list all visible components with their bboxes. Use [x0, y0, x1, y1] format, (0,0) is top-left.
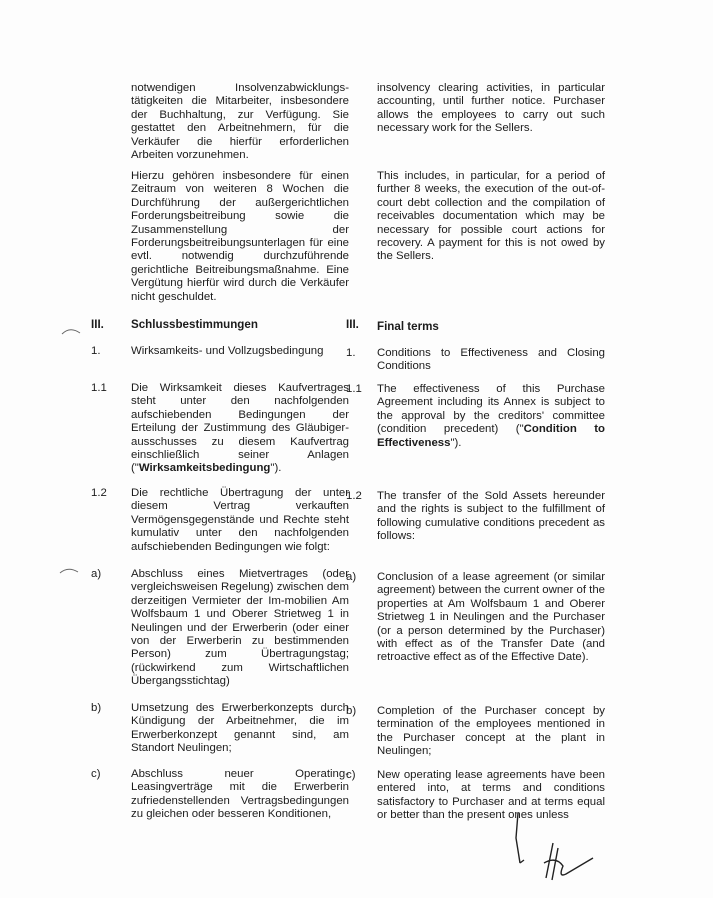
paragraph-de-continuation-1: notwendigen Insolvenzabwicklungs-tätigkeiten die Mitarbeiter, insbesondere der Buchhaltung, zur Verfügung. Sie gestattet den Arbeitnehmern, für die Verkäufer die hierfür erforderlichen Arbeiten vorzunehmen. [131, 82, 349, 162]
item-letter-en: a) [346, 571, 357, 583]
section-number-en: III. [346, 318, 359, 331]
section-title-de: Schlussbestimmungen [131, 318, 258, 331]
clause-text: The effectiveness of this Purchase Agreement including its Annex is subject to the approval by the creditors' committee (condition precedent) (" [377, 383, 605, 436]
margin-mark-icon [58, 566, 80, 576]
paragraph-en-continuation-1: insolvency clearing activities, in particular accounting, until further notice. Purchaser allows the employees to carry out such necessary work for the Sellers. [377, 82, 605, 135]
clause-1-de: Wirksamkeits- und Vollzugsbedingung [131, 345, 324, 357]
clause-number-de: 1.1 [91, 382, 107, 394]
item-b-en: Completion of the Purchaser concept by termination of the employees mentioned in the Purchaser concept at the plant in Neulingen; [377, 705, 605, 758]
paragraph-en-continuation-2: This includes, in particular, for a period of further 8 weeks, the execution of the out-of-court debt collection and the compilation of receivables documentation which may be necessary for possible court actions for recovery. A payment for this is not owed by the Sellers. [377, 170, 605, 263]
item-c-en: New operating lease agreements have been entered into, at terms and conditions satisfactory to Purchaser and at terms equal or better than the present ones unless [377, 769, 605, 822]
paragraph-de-continuation-2: Hierzu gehören insbesondere für einen Zeitraum von weiteren 8 Wochen die Durchführung der außergerichtlichen Forderungsbeitreibung sowie die Zusammenstellung der Forderungsbeitreibungsunterlagen für eine evtl. notwendig durchzuführende gerichtliche Beitreibungsmaßnahme. Eine Vergütung hierfür wird durch die Verkäufer nicht geschuldet. [131, 170, 349, 303]
clause-text-end: "). [270, 462, 282, 475]
clause-1-en: Conditions to Effectiveness and Closing Conditions [377, 347, 605, 373]
section-number-de: III. [91, 318, 104, 331]
defined-term: Wirksamkeitsbedingung [138, 462, 271, 475]
clause-number-en: 1.2 [346, 490, 362, 502]
item-a-de: Abschluss eines Mietvertrages (oder vergleichsweisen Regelung) zwischen dem derzeitigen Vermieter der Im-mobilien Am Wolfsbaum 1 und Oberer Strietweg 1 in Neulingen und der Erwerberin (oder einer von der Erwerberin zu bestimmenden Person) zum Übertragungstag; (rückwirkend zum Wirtschaftlichen Übergangsstichtag) [131, 568, 349, 688]
item-letter-en: b) [346, 705, 357, 717]
item-letter-de: b) [91, 702, 102, 714]
signature-initials-icon [508, 808, 598, 888]
clause-number-en: 1.1 [346, 383, 362, 395]
item-c-de: Abschluss neuer Operating-Leasingverträge mit die Erwerberin zufriedenstellenden Vertragsbedingungen zu gleichen oder besseren Konditionen, [131, 768, 349, 821]
clause-number-en: 1. [346, 347, 356, 359]
clause-text-end: "). [450, 436, 462, 449]
clause-number-de: 1.2 [91, 487, 107, 499]
clause-1-2-en: The transfer of the Sold Assets hereunder and the rights is subject to the fulfillment of following cumulative conditions precedent as follows: [377, 490, 605, 543]
item-letter-en: c) [346, 769, 356, 781]
defined-term: Condition to Effectiveness [377, 423, 606, 449]
clause-number-de: 1. [91, 345, 101, 357]
clause-text: Die Wirksamkeit dieses Kaufvertrages steht unter den nachfolgenden aufschiebenden Bedingungen der Erteilung der Zustimmung des Gläubiger-ausschusses zu diesem Kaufvertrag einschließlich seiner Anlagen (" [131, 382, 349, 475]
margin-mark-icon [60, 326, 82, 336]
item-a-en: Conclusion of a lease agreement (or similar agreement) between the current owner of the properties at Am Wolfsbaum 1 and Oberer Strietweg 1 in Neulingen and the Purchaser (or a person determined by the Purchaser) with effect as of the Transfer Date (and retroactive effect as of the Effective Date). [377, 571, 605, 664]
item-letter-de: c) [91, 768, 101, 780]
clause-1-2-de: Die rechtliche Übertragung der unter diesem Vertrag verkauften Vermögensgegenstände und Rechte steht kumulativ unter den nachfolgenden aufschiebenden Bedingungen wie folgt: [131, 487, 349, 553]
item-b-de: Umsetzung des Erwerberkonzepts durch Kündigung der Arbeitnehmer, die im Erwerberkonzept genannt sind, am Standort Neulingen; [131, 702, 349, 755]
section-title-en: Final terms [377, 320, 439, 333]
clause-1-1-en [377, 383, 605, 450]
item-letter-de: a) [91, 568, 102, 580]
clause-1-1-de [131, 382, 349, 476]
